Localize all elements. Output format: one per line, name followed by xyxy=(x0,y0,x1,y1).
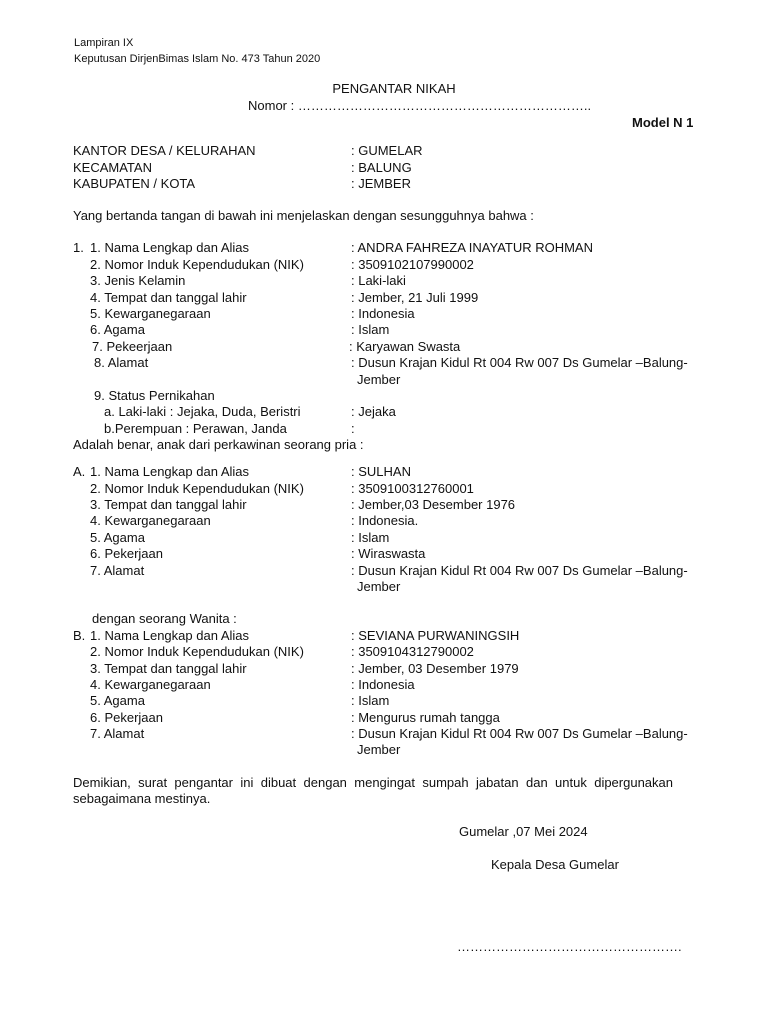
field-value: : ANDRA FAHREZA INAYATUR ROHMAN xyxy=(351,240,593,255)
lampiran-text: Lampiran IX xyxy=(74,37,134,49)
field-value: : Karyawan Swasta xyxy=(349,339,461,354)
field-label: 4. Kewarganegaraan xyxy=(90,677,211,692)
region-label: KANTOR DESA / KELURAHAN xyxy=(73,143,256,158)
signer-position: Kepala Desa Gumelar xyxy=(491,857,619,872)
field-value: : Indonesia. xyxy=(351,513,419,528)
field-label: 3. Tempat dan tanggal lahir xyxy=(90,661,247,676)
field-label: 8. Alamat xyxy=(94,355,149,370)
field-value: : SEVIANA PURWANINGSIH xyxy=(351,628,520,643)
field-label: 6. Pekerjaan xyxy=(90,546,163,561)
field-value: : Dusun Krajan Kidul Rt 004 Rw 007 Ds Gumelar –Balung- xyxy=(351,355,688,370)
region-label: KECAMATAN xyxy=(73,160,152,175)
field-value: : Indonesia xyxy=(351,677,415,692)
father-marker: A. xyxy=(73,464,86,479)
region-value: : BALUNG xyxy=(351,160,412,175)
field-value: : Islam xyxy=(351,530,390,545)
field-value: : Dusun Krajan Kidul Rt 004 Rw 007 Ds Gumelar –Balung- xyxy=(351,563,688,578)
closing-paragraph-line: sebagaimana mestinya. xyxy=(73,791,211,806)
field-value-continued: Jember xyxy=(357,742,401,757)
field-label: 5. Kewarganegaraan xyxy=(90,306,211,321)
field-label: 7. Pekeerjaan xyxy=(92,339,173,354)
field-value: : Indonesia xyxy=(351,306,415,321)
field-label: 4. Kewarganegaraan xyxy=(90,513,211,528)
field-label: 1. Nama Lengkap dan Alias xyxy=(90,628,249,643)
status-option-label: a. Laki-laki : Jejaka, Duda, Beristri xyxy=(104,404,301,419)
field-label: 5. Agama xyxy=(90,693,145,708)
field-label: 2. Nomor Induk Kependudukan (NIK) xyxy=(90,644,304,659)
field-value-continued: Jember xyxy=(357,372,401,387)
region-value: : GUMELAR xyxy=(351,143,423,158)
field-value: : 3509104312790002 xyxy=(351,644,474,659)
field-value: : Islam xyxy=(351,322,390,337)
mother-intro: dengan seorang Wanita : xyxy=(92,611,237,626)
subject-marker: 1. xyxy=(73,240,84,255)
field-value: : Islam xyxy=(351,693,390,708)
field-label: 5. Agama xyxy=(90,530,145,545)
field-label: 6. Agama xyxy=(90,322,145,337)
region-value: : JEMBER xyxy=(351,176,411,191)
nomor-line: Nomor : ………………………………………………………….. xyxy=(248,98,592,113)
field-label: 1. Nama Lengkap dan Alias xyxy=(90,464,249,479)
closing-paragraph-line: Demikian, surat pengantar ini dibuat dengan mengingat sumpah jabatan dan untuk dipergunakan xyxy=(73,775,673,790)
field-label: 7. Alamat xyxy=(90,726,145,741)
field-value-continued: Jember xyxy=(357,579,401,594)
field-label: 4. Tempat dan tanggal lahir xyxy=(90,290,247,305)
region-label: KABUPATEN / KOTA xyxy=(73,176,196,191)
field-value: : Laki-laki xyxy=(351,273,406,288)
signature-line: ……………………………………………. xyxy=(457,939,682,954)
status-option-value: : Jejaka xyxy=(351,404,396,419)
field-value: : Mengurus rumah tangga xyxy=(351,710,500,725)
field-value: : Jember,03 Desember 1976 xyxy=(351,497,516,512)
field-value: : SULHAN xyxy=(351,464,411,479)
field-value: : 3509102107990002 xyxy=(351,257,474,272)
field-label: 2. Nomor Induk Kependudukan (NIK) xyxy=(90,481,304,496)
field-label: 2. Nomor Induk Kependudukan (NIK) xyxy=(90,257,304,272)
field-value: : Dusun Krajan Kidul Rt 004 Rw 007 Ds Gumelar –Balung- xyxy=(351,726,688,741)
status-option-value: : xyxy=(351,421,355,436)
field-value: : 3509100312760001 xyxy=(351,481,474,496)
field-label: 6. Pekerjaan xyxy=(90,710,163,725)
keputusan-text: Keputusan DirjenBimas Islam No. 473 Tahun 2020 xyxy=(74,53,321,65)
field-value: : Jember, 03 Desember 1979 xyxy=(351,661,519,676)
intro-text: Yang bertanda tangan di bawah ini menjelaskan dengan sesungguhnya bahwa : xyxy=(73,208,534,223)
status-option-label: b.Perempuan : Perawan, Janda xyxy=(104,421,287,436)
field-value: : Jember, 21 Juli 1999 xyxy=(351,290,479,305)
parents-intro: Adalah benar, anak dari perkawinan seorang pria : xyxy=(73,437,364,452)
place-date: Gumelar ,07 Mei 2024 xyxy=(459,824,588,839)
field-label: 7. Alamat xyxy=(90,563,145,578)
model-label: Model N 1 xyxy=(632,115,694,130)
field-label: 3. Tempat dan tanggal lahir xyxy=(90,497,247,512)
field-label: 3. Jenis Kelamin xyxy=(90,273,186,288)
document-title: PENGANTAR NIKAH xyxy=(332,81,456,96)
field-value: : Wiraswasta xyxy=(351,546,426,561)
mother-marker: B. xyxy=(73,628,86,643)
status-heading: 9. Status Pernikahan xyxy=(94,388,215,403)
field-label: 1. Nama Lengkap dan Alias xyxy=(90,240,249,255)
